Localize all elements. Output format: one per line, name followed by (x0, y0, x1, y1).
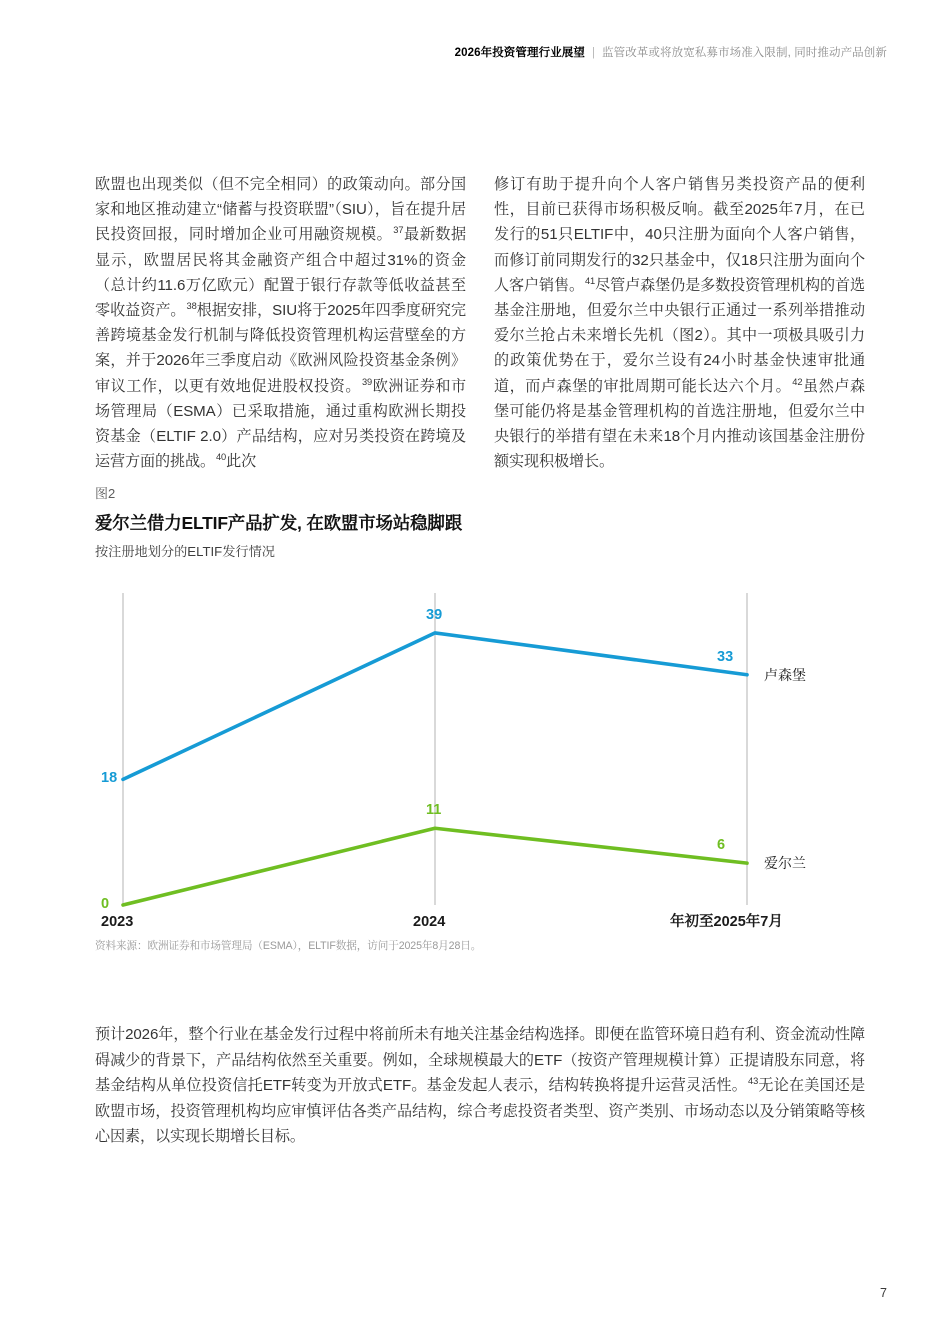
series-label-ireland: 爱尔兰 (764, 855, 806, 872)
data-label-ireland-0: 0 (101, 896, 110, 912)
figure-source-note: 资料来源：欧洲证券和市场管理局（ESMA），ELTIF数据，访问于2025年8月28日。 (95, 940, 482, 952)
left-column-paragraph: 欧盟也出现类似（但不完全相同）的政策动向。部分国家和地区推动建立“储蓄与投资联盟”（SIU），旨在提升居民投资回报，同时增加企业可用融资规模。$^{37}$最新数据显示，欧盟居民将其金融资产组合中超过31%的资金（总计约11.6万亿欧元）配置于银行存款等低收益甚至零收益资产。$^{38}$根据安排，SIU将于2025年四季度研究完善跨境基金发行机制与降低投资管理机构运营壁垒的方案，并于2026年三季度启动《欧洲风险投资基金条例》审议工作，以更有效地促进股权投资。$^{39}$欧洲证券和市场管理局（ESMA）已采取措施，通过重构欧洲长期投资基金（ELTIF 2.0）产品结构，应对另类投资在跨境及运营方面的挑战。$^{40}$此次 (95, 176, 467, 471)
left-column (95, 172, 466, 474)
figure-number: 图2 (95, 486, 116, 501)
data-label-luxembourg-0: 18 (101, 770, 118, 787)
data-label-luxembourg-2: 33 (717, 648, 734, 665)
x-axis-label-1: 2024 (413, 914, 446, 930)
data-label-ireland-2: 6 (717, 837, 726, 854)
data-label-ireland-1: 11 (426, 802, 442, 819)
chart-axis-ticks (123, 593, 747, 905)
series-label-luxembourg: 卢森堡 (764, 666, 806, 683)
x-axis-label-0: 2023 (101, 914, 134, 930)
header-separator: | (592, 47, 595, 60)
bottom-text-block (95, 1022, 865, 1150)
body-columns (95, 172, 865, 474)
chart-canvas (95, 587, 865, 947)
page-number: 7 (880, 1286, 887, 1300)
figure-subtitle: 按注册地划分的ELTIF发行情况 (95, 544, 275, 559)
figure-block (95, 485, 865, 947)
page-running-header (95, 44, 887, 64)
bottom-paragraph: 预计2026年，整个行业在基金发行过程中将前所未有地关注基金结构选择。即便在监管环境日趋有利、资金流动性障碍减少的背景下，产品结构依然至关重要。例如，全球规模最大的ETF（按资产管理规模计算）正提请股东同意，将基金结构从单位投资信托ETF转变为开放式ETF。基金发起人表示，结构转换将提升运营灵活性。$^{43}$无论在美国还是欧盟市场，投资管理机构均应审慎评估各类产品结构，综合考虑投资者类型、资产类别、市场动态以及分销策略等核心因素，以实现长期增长目标。 (95, 1026, 865, 1146)
line-chart (95, 587, 865, 947)
header-section-subtitle: 监管改革或将放宽私募市场准入限制, 同时推动产品创新 (602, 47, 887, 60)
right-column-paragraph: 修订有助于提升向个人客户销售另类投资产品的便利性，目前已获得市场积极反响。截至2025年7月，在已发行的51只ELTIF中，40只注册为面向个人客户销售，而修订前同期发行的32只基金中，仅18只注册为面向个人客户销售。$^{41}$尽管卢森堡仍是多数投资管理机构的首选基金注册地，但爱尔兰中央银行正通过一系列举措推动爱尔兰抢占未来增长先机（图2）。其中一项极具吸引力的政策优势在于，爱尔兰设有24小时基金快速审批通道，而卢森堡的审批周期可能长达六个月。$^{42}$虽然卢森堡可能仍将是基金管理机构的首选注册地，但爱尔兰中央银行的举措有望在未来18个月内推动该国基金注册份额实现积极增长。 (494, 176, 866, 471)
figure-title: 爱尔兰借力ELTIF产品扩发, 在欧盟市场站稳脚跟 (95, 513, 463, 533)
header-report-title: 2026年投资管理行业展望 (454, 47, 585, 60)
x-axis-label-2: 年初至2025年7月 (670, 914, 783, 930)
right-column (494, 172, 865, 474)
data-label-luxembourg-1: 39 (426, 606, 443, 623)
